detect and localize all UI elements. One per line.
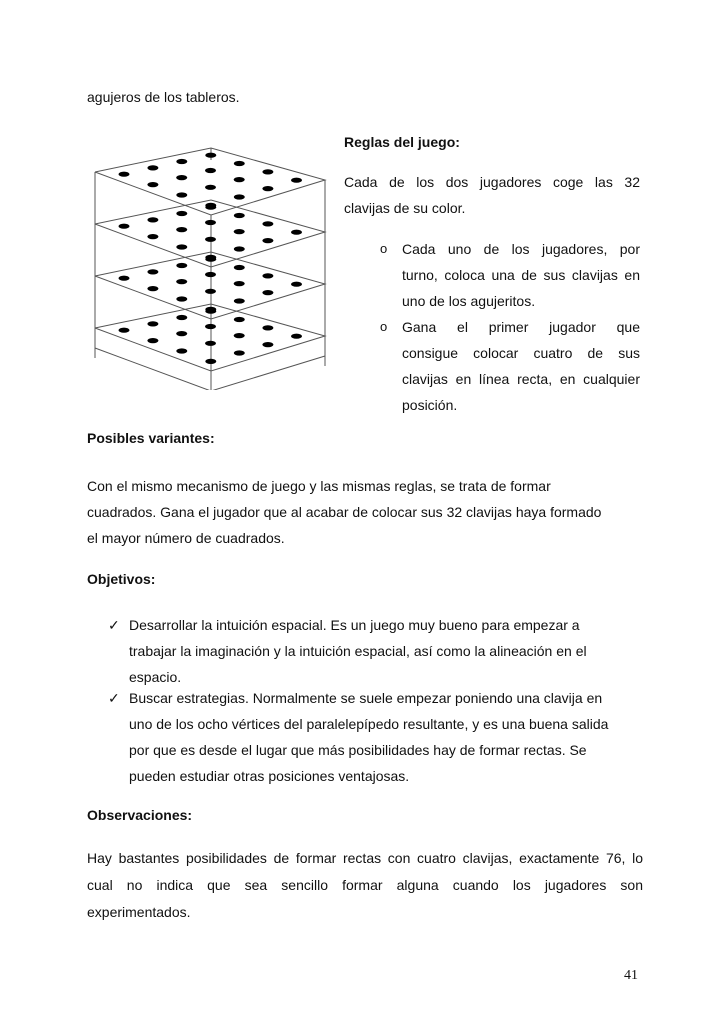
peg-hole xyxy=(205,257,216,262)
peg-hole xyxy=(262,273,273,278)
peg-hole xyxy=(234,213,245,218)
peg-hole xyxy=(205,237,216,242)
peg-hole xyxy=(119,172,130,177)
peg-hole xyxy=(234,265,245,270)
observations-line-2: cual no indica que sea sencillo formar alguna cuando los jugadores son xyxy=(87,877,643,893)
peg-hole xyxy=(291,230,302,235)
check-icon: ✓ xyxy=(108,617,120,633)
peg-hole xyxy=(291,178,302,183)
peg-hole xyxy=(205,341,216,346)
peg-hole xyxy=(147,182,158,187)
peg-hole xyxy=(176,263,187,268)
peg-hole xyxy=(234,194,245,199)
rules-item-1-line-2: turno, coloca una de sus clavijas en xyxy=(402,267,640,283)
peg-hole xyxy=(205,185,216,190)
objectives-heading: Objetivos: xyxy=(87,571,156,587)
peg-hole xyxy=(291,334,302,339)
peg-hole xyxy=(176,227,187,232)
peg-hole xyxy=(205,359,216,364)
peg-hole xyxy=(147,217,158,222)
peg-hole xyxy=(262,186,273,191)
observations-line-3: experimentados. xyxy=(87,904,191,920)
rules-lead-line2: clavijas de su color. xyxy=(344,200,466,216)
peg-hole xyxy=(234,177,245,182)
peg-hole xyxy=(291,282,302,287)
peg-hole xyxy=(205,220,216,225)
peg-hole xyxy=(205,168,216,173)
observations-line-1: Hay bastantes posibilidades de formar rectas con cuatro clavijas, exactamente 76, lo xyxy=(87,850,643,866)
objective-item-1 xyxy=(129,612,649,690)
objective-item-1-line-2: trabajar la imaginación y la intuición espacial, así como la alineación en el xyxy=(129,643,587,659)
peg-hole xyxy=(119,224,130,229)
variants-line-2: cuadrados. Gana el jugador que al acabar de colocar sus 32 clavijas haya formado xyxy=(87,504,602,520)
peg-hole xyxy=(147,338,158,343)
peg-hole xyxy=(205,205,216,210)
peg-hole xyxy=(176,211,187,216)
board-base-edge xyxy=(95,348,325,390)
objective-item-1-line-3: espacio. xyxy=(129,669,182,685)
objective-item-2-line-1: Buscar estrategias. Normalmente se suele empezar poniendo una clavija en xyxy=(129,690,603,706)
peg-hole xyxy=(205,272,216,277)
peg-hole xyxy=(176,279,187,284)
rules-item-2-line-3: clavijas en línea recta, en cualquier xyxy=(402,371,640,387)
peg-hole xyxy=(262,221,273,226)
objective-item-2 xyxy=(129,685,649,789)
peg-hole xyxy=(119,328,130,333)
peg-hole xyxy=(262,169,273,174)
peg-hole xyxy=(205,309,216,314)
peg-hole xyxy=(176,348,187,353)
rules-lead-line1: Cada de los dos jugadores coge las 32 xyxy=(344,174,640,190)
observations-paragraph xyxy=(87,845,643,926)
variants-heading: Posibles variantes: xyxy=(87,430,215,446)
objective-item-2-line-4: pueden estudiar otras posiciones ventajosas. xyxy=(129,768,410,784)
rules-bullet-2: o xyxy=(380,319,388,334)
peg-hole xyxy=(234,350,245,355)
peg-hole xyxy=(234,281,245,286)
peg-hole xyxy=(147,269,158,274)
peg-hole xyxy=(176,175,187,180)
peg-hole xyxy=(176,331,187,336)
rules-item-1 xyxy=(402,236,640,314)
peg-hole xyxy=(234,229,245,234)
rules-bullet-1: o xyxy=(380,241,388,256)
variants-paragraph xyxy=(87,473,647,551)
peg-hole xyxy=(119,276,130,281)
observations-heading: Observaciones: xyxy=(87,807,193,823)
objective-item-2-line-3: por que es desde el lugar que más posibilidades hay de formar rectas. Se xyxy=(129,742,587,758)
peg-hole xyxy=(262,290,273,295)
peg-hole xyxy=(176,159,187,164)
variants-line-3: el mayor número de cuadrados. xyxy=(87,530,285,546)
peg-hole xyxy=(234,317,245,322)
peg-hole xyxy=(147,165,158,170)
tic-tac-toe-3d-board-figure xyxy=(85,140,345,390)
rules-item-1-line-1: Cada uno de los jugadores, por xyxy=(402,241,640,257)
rules-heading: Reglas del juego: xyxy=(344,134,460,150)
peg-hole xyxy=(176,192,187,197)
peg-hole xyxy=(147,286,158,291)
peg-hole xyxy=(147,321,158,326)
peg-hole xyxy=(262,325,273,330)
peg-hole xyxy=(262,342,273,347)
variants-line-1: Con el mismo mecanismo de juego y las mismas reglas, se trata de formar xyxy=(87,478,551,494)
rules-item-2-line-4: posición. xyxy=(402,397,458,413)
peg-hole xyxy=(234,333,245,338)
peg-hole xyxy=(205,324,216,329)
rules-item-2-line-2: consigue colocar cuatro de sus xyxy=(402,345,640,361)
peg-hole xyxy=(234,298,245,303)
rules-item-2-line-1: Gana el primer jugador que xyxy=(402,319,640,335)
check-icon: ✓ xyxy=(108,690,120,706)
page-number: 41 xyxy=(624,968,638,983)
peg-hole xyxy=(234,161,245,166)
peg-hole xyxy=(205,153,216,158)
peg-hole xyxy=(147,234,158,239)
objective-item-2-line-2: uno de los ocho vértices del paralelepípedo resultante, y es una buena salida xyxy=(129,716,609,732)
objective-item-1-line-1: Desarrollar la intuición espacial. Es un juego muy bueno para empezar a xyxy=(129,617,580,633)
rules-item-1-line-3: uno de los agujeritos. xyxy=(402,293,536,309)
intro-tail-text: agujeros de los tableros. xyxy=(87,89,240,105)
peg-hole xyxy=(205,289,216,294)
peg-hole xyxy=(234,246,245,251)
peg-hole xyxy=(176,244,187,249)
peg-hole xyxy=(176,296,187,301)
peg-hole xyxy=(176,315,187,320)
peg-hole xyxy=(262,238,273,243)
rules-item-2 xyxy=(402,314,640,418)
